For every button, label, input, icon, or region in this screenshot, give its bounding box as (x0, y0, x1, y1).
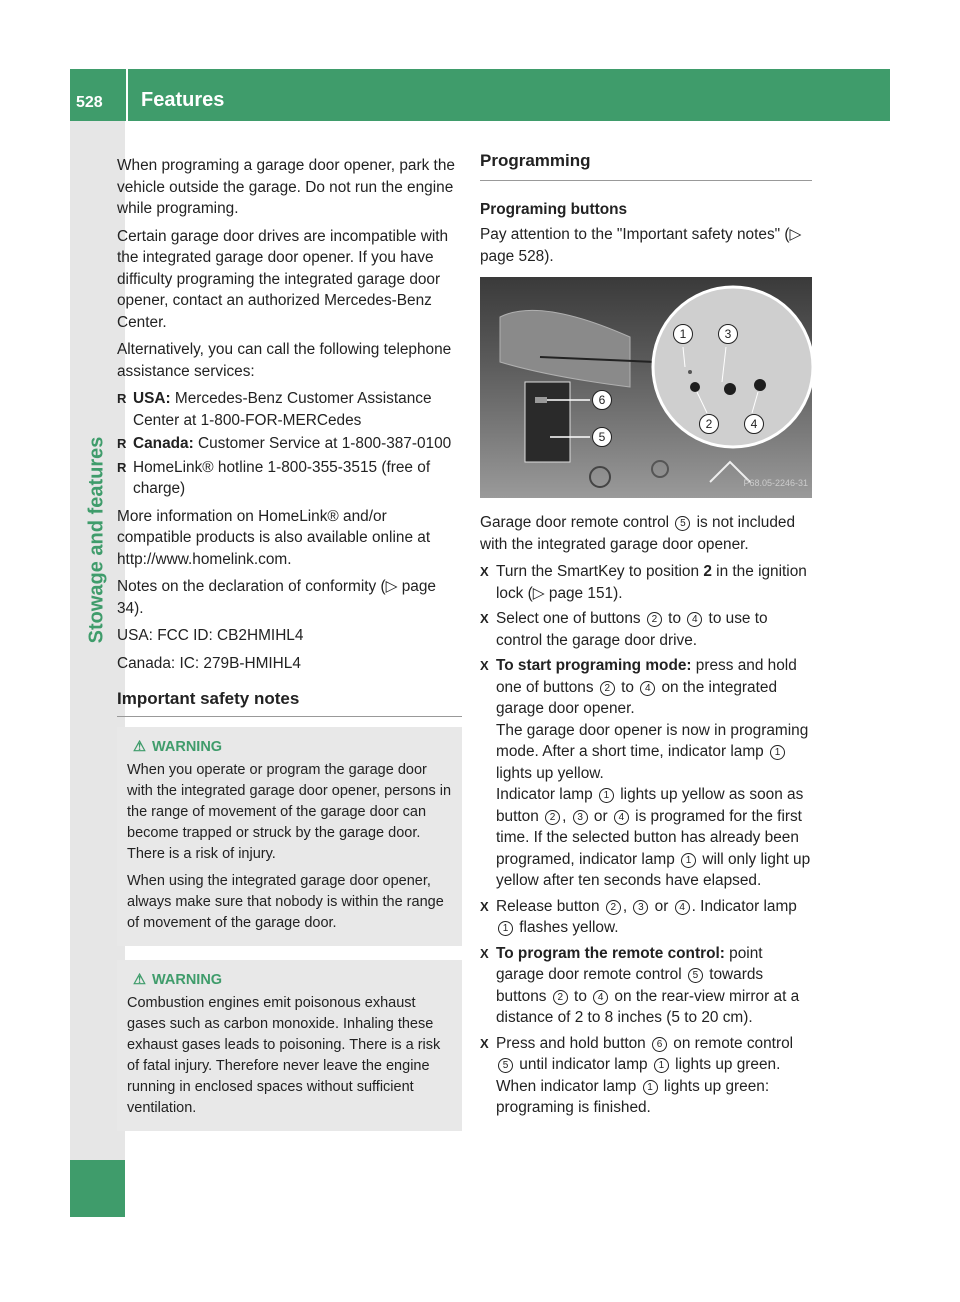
warning-title: ⚠ WARNING (127, 970, 452, 991)
step-start-programing: X To start programing mode: press and hold one of buttons 2 to 4 on the integrated garage door opener. The garage door opener is now in programing mode. After a short time, indicator lamp 1 lights up yellow. Indicator lamp 1 lights up yellow as soon as button 2 , 3 or 4 is programed for the first time. If the selected button has already been programed, indicator lamp 1 will only light up yellow after ten seconds have elapsed. (480, 655, 812, 892)
photo-callout-6: 6 (592, 390, 612, 410)
warning-1-text-2: When using the integrated garage door opener, always make sure that nobody is within the range of movement of the garage door. (127, 872, 444, 931)
warning-2-text: Combustion engines emit poisonous exhaust gases such as carbon monoxide. Inhaling these exhaust gases leads to poisoning. There is a risk of fatal injury. Therefore never leave the engine running in enclosed spaces without sufficient ventilation. (127, 994, 441, 1116)
intro-paragraph-1: When programing a garage door opener, park the vehicle outside the garage. Do not run the engine while programing. (117, 157, 455, 217)
remote-note: Garage door remote control 5 is not included with the integrated garage door opener. (480, 514, 796, 553)
step-turn-key: X Turn the SmartKey to position 2 in the ignition lock (▷ page 151). (480, 561, 812, 604)
photo-callout-4: 4 (744, 414, 764, 434)
step-release-button: X Release button 2 , 3 or 4 . Indicator lamp 1 flashes yellow. (480, 896, 812, 939)
warning-triangle-icon: ⚠ (133, 738, 146, 755)
step-select-button: X Select one of buttons 2 to 4 to use to control the garage door drive. (480, 608, 812, 651)
photo-illustration (480, 277, 812, 498)
garage-opener-photo (480, 277, 812, 498)
more-info-paragraph: More information on HomeLink® and/or compatible products is also available online at http://www.homelink.com. (117, 507, 431, 568)
warning-1-text-1: When you operate or program the garage door with the integrated garage door opener, persons in the range of movement of the garage door can become trapped or struck by the garage door. There is a risk of injury. (127, 761, 452, 862)
bullet-homelink: R HomeLink® hotline 1-800-355-3515 (free of charge) (117, 457, 462, 500)
right-column (480, 150, 812, 1123)
bullet-usa: R USA: Mercedes-Benz Customer Assistance Center at 1-800-FOR-MERCedes (117, 388, 462, 431)
side-tab-label: Stowage and features (85, 436, 108, 644)
ic-id: Canada: IC: 279B-HMIHL4 (117, 654, 301, 672)
page-number: 528 (76, 94, 103, 111)
photo-id: P68.05-2246-31 (743, 477, 808, 488)
bullet-canada: R Canada: Customer Service at 1-800-387-0100 (117, 433, 462, 455)
warning-box-1 (117, 727, 462, 946)
programing-buttons-heading: Programing buttons (480, 200, 628, 218)
left-column (117, 155, 462, 1131)
warning-triangle-icon: ⚠ (133, 971, 146, 988)
photo-callout-3: 3 (718, 324, 738, 344)
photo-callout-5: 5 (592, 427, 612, 447)
side-tab-marker (70, 1160, 125, 1217)
programming-heading: Programming (480, 150, 812, 181)
intro-paragraph-2: Certain garage door drives are incompatible with the integrated garage door opener. If you have difficulty programing the integrated garage door opener, contact an authorized Mercedes-Benz Center. (117, 227, 449, 331)
fcc-id: USA: FCC ID: CB2HMIHL4 (117, 627, 304, 644)
intro-paragraph-3: Alternatively, you can call the following telephone assistance services: (117, 341, 452, 380)
warning-title: ⚠ WARNING (127, 737, 452, 758)
photo-callout-2: 2 (699, 414, 719, 434)
step-program-remote: X To program the remote control: point garage door remote control 5 towards buttons 2 to 4 on the rear-view mirror at a distance of 2 to 8 inches (5 to 20 cm). (480, 943, 812, 1029)
warning-box-2 (117, 960, 462, 1131)
safety-heading: Important safety notes (117, 688, 462, 717)
header-divider (126, 69, 128, 121)
photo-callout-1: 1 (673, 324, 693, 344)
conformity-paragraph: Notes on the declaration of conformity (▷ page 34). (117, 578, 436, 617)
section-title: Features (141, 89, 225, 111)
attention-paragraph: Pay attention to the "Important safety notes" (▷ page 528). (480, 226, 802, 265)
step-press-hold: X Press and hold button 6 on remote control 5 until indicator lamp 1 lights up green. When indicator lamp 1 lights up green: programing is finished. (480, 1033, 812, 1119)
